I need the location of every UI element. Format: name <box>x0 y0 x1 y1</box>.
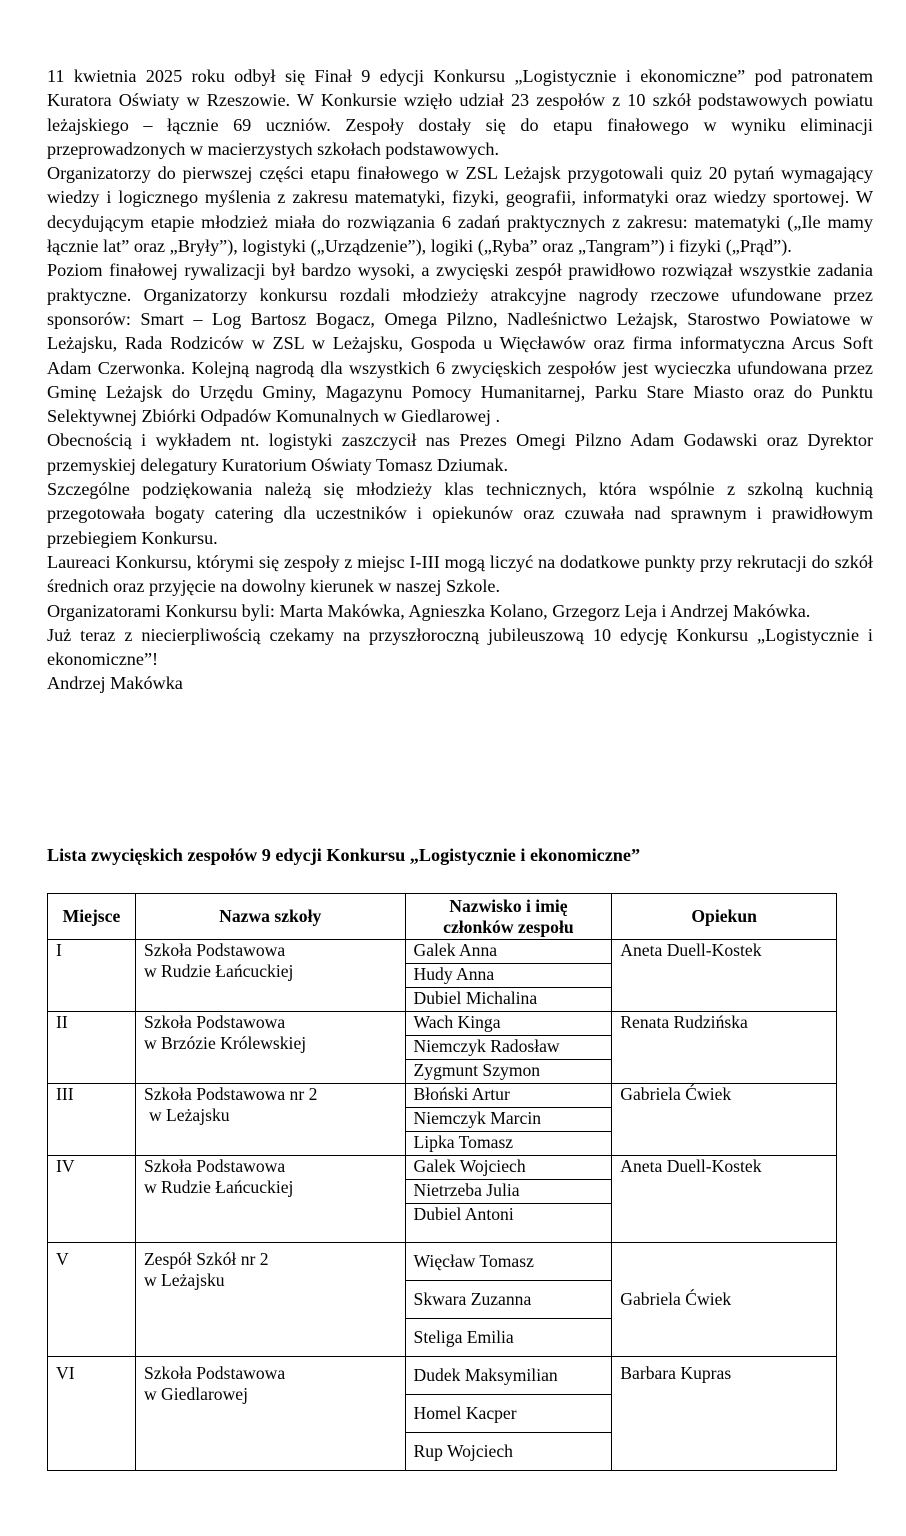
school-name: Szkoła Podstawowa nr 2 <box>143 1084 318 1104</box>
table-header-row <box>48 894 837 940</box>
school-location: w Brzózie Królewskiej <box>143 1033 307 1053</box>
cell-member: Skwara Zuzanna <box>405 1281 612 1319</box>
school-location: w Giedlarowej <box>143 1384 248 1404</box>
cell-school <box>135 1012 405 1084</box>
cell-guardian: Renata Rudzińska <box>612 1012 837 1084</box>
cell-school <box>135 1156 405 1243</box>
school-name: Szkoła Podstawowa <box>143 1363 286 1383</box>
paragraph-organizers-quiz: Organizatorzy do pierwszej części etapu finałowego w ZSL Leżajsk przygotowali quiz 20 pytań wymagający wiedzy i logicznego myślenia z zakresu matematyki, fizyki, geografii, informatyki oraz wiedzy sportowej. W decydującym etapie młodzież miała do rozwiązania 6 zadań praktycznych z zakresu: matematyki („Ile mamy łącznie lat” oraz „Bryły”), logistyki („Urządzenie”), logiki („Ryba” oraz „Tangram”) i fizyki („Prąd”). <box>47 163 873 257</box>
cell-member: Galek Anna <box>405 940 612 964</box>
cell-school <box>135 1084 405 1156</box>
cell-place: III <box>48 1084 136 1156</box>
cell-member: Homel Kacper <box>405 1395 612 1433</box>
header-guardian: Opiekun <box>612 894 837 940</box>
cell-member: Niemczyk Marcin <box>405 1108 612 1132</box>
school-name: Szkoła Podstawowa <box>143 1012 286 1032</box>
header-members <box>405 894 612 940</box>
school-name: Szkoła Podstawowa <box>143 1156 286 1176</box>
header-members-line2: członków zespołu <box>443 916 574 937</box>
school-name: Zespół Szkół nr 2 <box>143 1249 269 1269</box>
header-members-line1: Nazwisko i imię <box>449 895 568 916</box>
table-row <box>48 940 837 964</box>
cell-member: Nietrzeba Julia <box>405 1180 612 1204</box>
cell-member: Steliga Emilia <box>405 1319 612 1357</box>
cell-member: Więcław Tomasz <box>405 1243 612 1281</box>
table-row <box>48 1243 837 1281</box>
cell-member: Dubiel Michalina <box>405 988 612 1012</box>
cell-place: IV <box>48 1156 136 1243</box>
cell-school <box>135 1357 405 1471</box>
cell-guardian: Aneta Duell-Kostek <box>612 940 837 1012</box>
cell-place: I <box>48 940 136 1012</box>
table-row <box>48 1012 837 1036</box>
paragraph-next-edition: Już teraz z niecierpliwością czekamy na przyszłoroczną jubileuszową 10 edycję Konkursu „Logistycznie i ekonomiczne”! <box>47 624 873 670</box>
cell-school <box>135 1243 405 1357</box>
signature: Andrzej Makówka <box>47 673 183 694</box>
cell-place: VI <box>48 1357 136 1471</box>
cell-member: Galek Wojciech <box>405 1156 612 1180</box>
paragraph-guests: Obecnością i wykładem nt. logistyki zaszczycił nas Prezes Omegi Pilzno Adam Godawski oraz Dyrektor przemyskiej delegatury Kuratorium Oświaty Tomasz Dziumak. <box>47 430 873 475</box>
winners-table <box>47 893 837 1471</box>
cell-guardian: Gabriela Ćwiek <box>612 1243 837 1357</box>
cell-member: Błoński Artur <box>405 1084 612 1108</box>
winners-list-title: Lista zwycięskich zespołów 9 edycji Konkursu „Logistycznie i ekonomiczne” <box>47 845 641 865</box>
table-row <box>48 1156 837 1180</box>
paragraph-thanks: Szczególne podziękowania należą się młodzieży klas technicznych, która wspólnie z szkolną kuchnią przegotowała bogaty catering dla uczestników i opiekunów oraz czuwała nad sprawnym i prawidłowym przebiegiem Konkursu. <box>47 479 873 548</box>
cell-guardian: Barbara Kupras <box>612 1357 837 1471</box>
cell-place: V <box>48 1243 136 1357</box>
cell-place: II <box>48 1012 136 1084</box>
cell-member: Dudek Maksymilian <box>405 1357 612 1395</box>
cell-member: Dubiel Antoni <box>405 1204 612 1243</box>
cell-member: Lipka Tomasz <box>405 1132 612 1156</box>
school-location: w Leżajsku <box>148 1105 230 1125</box>
school-name: Szkoła Podstawowa <box>143 940 286 960</box>
table-row <box>48 1084 837 1108</box>
cell-guardian: Gabriela Ćwiek <box>612 1084 837 1156</box>
cell-member: Rup Wojciech <box>405 1433 612 1471</box>
school-location: w Rudzie Łańcuckiej <box>143 961 294 981</box>
article-body <box>47 64 873 696</box>
cell-guardian: Aneta Duell-Kostek <box>612 1156 837 1243</box>
cell-member: Hudy Anna <box>405 964 612 988</box>
table-row <box>48 1357 837 1395</box>
paragraph-organizers-list: Organizatorami Konkursu byli: Marta Makówka, Agnieszka Kolano, Grzegorz Leja i Andrzej Makówka. <box>47 600 811 621</box>
paragraph-sponsors: Poziom finałowej rywalizacji był bardzo wysoki, a zwycięski zespół prawidłowo rozwiązał wszystkie zadania praktyczne. Organizatorzy konkursu rozdali młodzieży atrakcyjne nagrody rzeczowe ufundowane przez sponsorów: Smart – Log Bartosz Bogacz, Omega Pilzno, Nadleśnictwo Leżajsk, Starostwo Powiatowe w Leżajsku, Rada Rodziców w ZSL w Leżajsku, Gospoda u Więcławów oraz firma informatyczna Arcus Soft Adam Czerwonka. Kolejną nagrodą dla wszystkich 6 zwycięskich zespołów jest wycieczka ufundowana przez Gminę Leżajsk do Urzędu Gminy, Magazynu Pomocy Humanitarnej, Parku Stare Miasto oraz do Punktu Selektywnej Zbiórki Odpadów Komunalnych w Giedlarowej . <box>47 260 873 427</box>
cell-school <box>135 940 405 1012</box>
school-location: w Leżajsku <box>143 1270 225 1290</box>
cell-member: Niemczyk Radosław <box>405 1036 612 1060</box>
header-school: Nazwa szkoły <box>135 894 405 940</box>
school-location: w Rudzie Łańcuckiej <box>143 1177 294 1197</box>
header-place: Miejsce <box>48 894 136 940</box>
paragraph-final-intro: 11 kwietnia 2025 roku odbył się Finał 9 edycji Konkursu „Logistycznie i ekonomiczne” pod patronatem Kuratora Oświaty w Rzeszowie. W Konkursie wzięło udział 23 zespołów z 10 szkół podstawowych powiatu leżajskiego – łącznie 69 uczniów. Zespoły dostały się do etapu finałowego w wyniku eliminacji przeprowadzonych w macierzystych szkołach podstawowych. <box>47 66 873 159</box>
cell-member: Zygmunt Szymon <box>405 1060 612 1084</box>
cell-member: Wach Kinga <box>405 1012 612 1036</box>
paragraph-laureates: Laureaci Konkursu, którymi się zespoły z miejsc I-III mogą liczyć na dodatkowe punkty przy rekrutacji do szkół średnich oraz przyjęcie na dowolny kierunek w naszej Szkole. <box>47 551 873 597</box>
